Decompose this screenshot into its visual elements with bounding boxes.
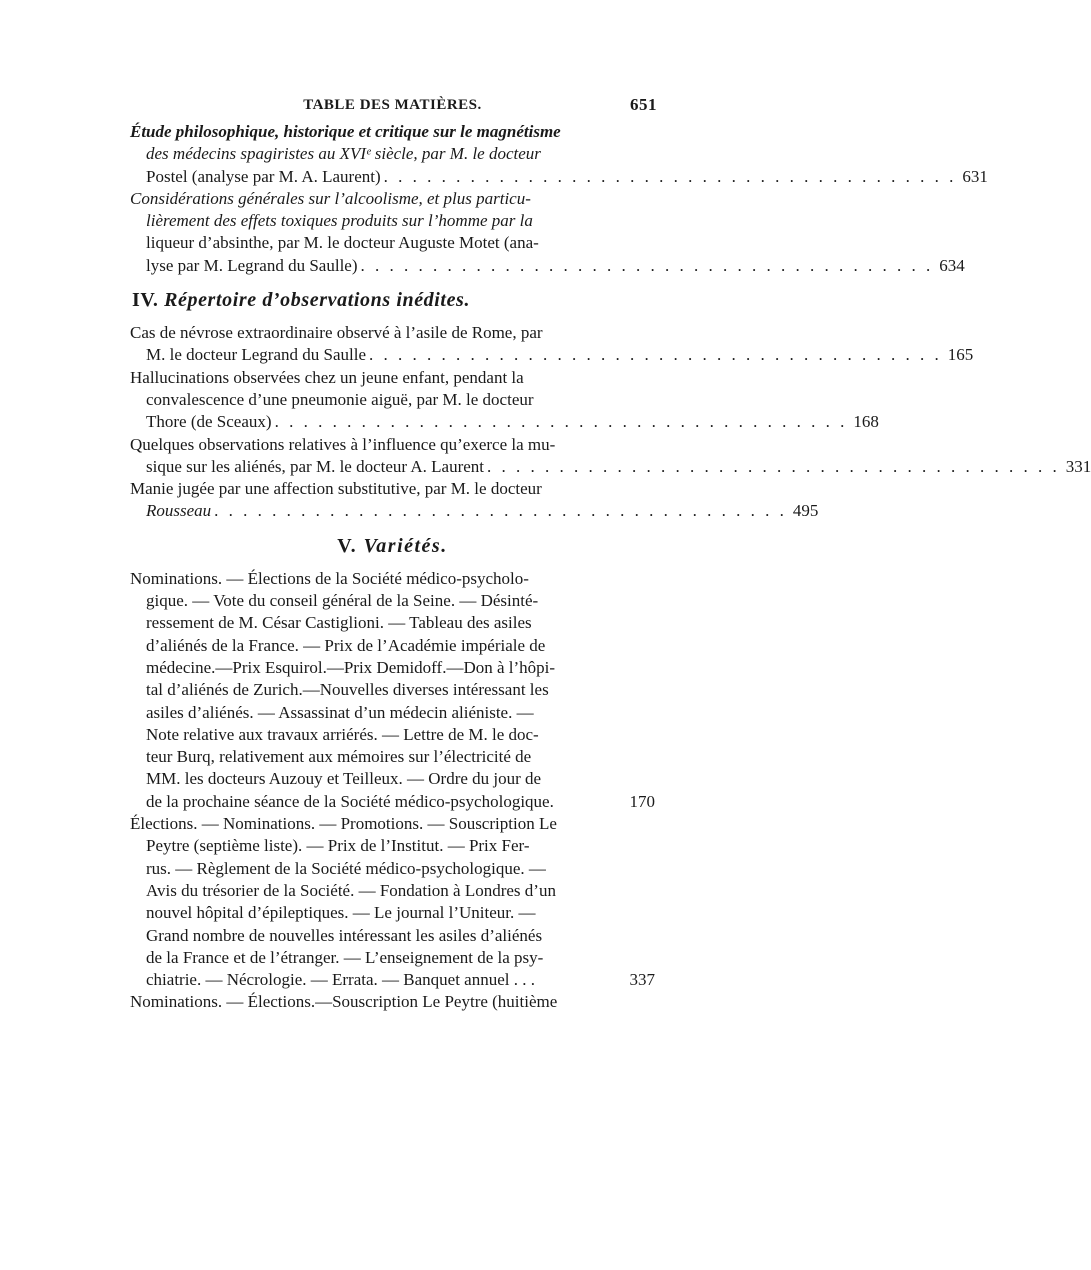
entry-line-with-leader [130,500,819,522]
spacer [554,791,624,813]
entry-line-with-leader [130,344,974,366]
entry-line: d’aliénés de la France. — Prix de l’Académie impériale de [146,635,546,655]
entry-line: Note relative aux travaux arriérés. — Lettre de M. le doc- [146,724,539,744]
entry-line: Élections. — Nominations. — Promotions. — Souscription Le [130,814,557,834]
entry-line-with-leader [130,255,965,277]
entry-line: de la France et de l’étranger. — L’enseignement de la psy- [146,947,544,967]
entry-text: lyse par M. Legrand du Saulle) [146,255,358,275]
toc-entry [130,434,1091,479]
dot-leader: . . . . . . . . . . . . . . . . . . . . . . . . . . . . . . . . . . . . . . . . [214,501,787,521]
entry-page: 170 [629,791,655,811]
entry-line: Quelques observations relatives à l’influence qu’exerce la mu- [130,434,556,454]
entry-line: Cas de névrose extraordinaire observé à l’asile de Rome, par [130,323,543,343]
entry-line: lièrement des effets toxiques produits sur l’homme par la [146,211,533,231]
section-numeral: IV. [132,289,159,312]
entry-line-with-page [130,791,655,813]
entry-line: Manie jugée par une affection substitutive, par M. le docteur [130,479,542,499]
entry-page: 337 [629,970,655,990]
toc-entry [130,478,819,523]
entry-text: Rousseau [146,501,212,521]
entry-line: Peytre (septième liste). — Prix de l’Institut. — Prix Fer- [146,836,530,856]
entry-line: Avis du trésorier de la Société. — Fondation à Londres d’un [146,880,556,900]
toc-entry [130,991,655,1013]
entry-text: M. le docteur Legrand du Saulle [146,345,366,365]
entry-text: Postel (analyse par M. A. Laurent) [146,166,381,186]
toc-entry [130,322,974,367]
entry-line: asiles d’aliénés. — Assassinat d’un médecin aliéniste. — [146,702,534,722]
entry-text: de la prochaine séance de la Société médico-psychologique. [146,791,554,811]
entry-line: teur Burq, relativement aux mémoires sur l’électricité de [146,747,532,767]
toc-entry [130,121,988,188]
dot-leader: . . . . . . . . . . . . . . . . . . . . . . . . . . . . . . . . . . . . . . . . [487,456,1060,476]
section-numeral: V. [337,534,358,557]
entry-line: MM. les docteurs Auzouy et Teilleux. — Ordre du jour de [146,769,542,789]
entry-line-with-leader [130,166,988,188]
section-title: Variétés. [363,534,448,557]
section-heading-iv [130,289,655,312]
entry-page: 331 [1065,456,1091,476]
entry-line: Grand nombre de nouvelles intéressant les asiles d’aliénés [146,925,543,945]
entry-line: Nominations. — Élections.—Souscription Le Peytre (huitième [130,992,558,1012]
entry-line-with-leader [130,411,879,433]
entry-page: 631 [962,166,988,186]
entry-line: tal d’aliénés de Zurich.—Nouvelles diverses intéressant les [146,680,549,700]
entry-line: des médecins spagiristes au XVIᵉ siècle, par M. le docteur [146,144,541,164]
book-page [130,95,1091,1014]
dot-leader: . . . . . . . . . . . . . . . . . . . . . . . . . . . . . . . . . . . . . . . . [360,255,934,275]
entry-page: 168 [853,412,879,432]
dot-leader: . . . . . . . . . . . . . . . . . . . . . . . . . . . . . . . . . . . . . . . . [274,412,848,432]
entry-line: Nominations. — Élections de la Société médico-psycholo- [130,568,529,588]
entry-line: rus. — Règlement de la Société médico-psychologique. — [146,858,546,878]
entry-line: ressement de M. César Castiglioni. — Tableau des asiles [146,613,532,633]
entry-page: 495 [792,501,819,521]
entry-line: convalescence d’une pneumonie aiguë, par M. le docteur [146,389,534,409]
entry-line: nouvel hôpital d’épileptiques. — Le journal l’Uniteur. — [146,903,536,923]
entry-text: Thore (de Sceaux) [146,412,272,432]
toc-entry [130,813,655,991]
dot-leader: . . . . . . . . . . . . . . . . . . . . . . . . . . . . . . . . . . . . . . . . [369,345,942,365]
entry-line: Étude philosophique, historique et critique sur le magnétisme [130,122,561,141]
running-head-title: TABLE DES MATIÈRES. [303,97,482,113]
entry-line-with-page [130,969,655,991]
entry-line: gique. — Vote du conseil général de la Seine. — Désinté- [146,591,539,611]
section-title: Répertoire d’observations inédites. [164,289,471,312]
section-heading-v [130,535,655,558]
entry-page: 165 [947,345,974,365]
entry-text: chiatrie. — Nécrologie. — Errata. — Banquet annuel . . . [146,970,535,990]
entry-line: médecine.—Prix Esquirol.—Prix Demidoff.—Don à l’hôpi- [146,657,556,677]
entry-page: 634 [939,255,965,275]
toc-entry [130,188,965,277]
dot-leader: . . . . . . . . . . . . . . . . . . . . . . . . . . . . . . . . . . . . . . . . [383,166,957,186]
toc-entry [130,568,655,813]
entry-line: liqueur d’absinthe, par M. le docteur Auguste Motet (ana- [146,233,539,253]
toc-entry [130,367,879,434]
page-number: 651 [630,95,657,114]
entry-line: Considérations générales sur l’alcoolisme, et plus particu- [130,188,531,208]
entry-line-with-leader [130,456,1091,478]
spacer [535,969,624,991]
running-head [130,95,655,121]
entry-text: sique sur les aliénés, par M. le docteur A. Laurent [146,456,485,476]
entry-line: Hallucinations observées chez un jeune enfant, pendant la [130,367,524,387]
